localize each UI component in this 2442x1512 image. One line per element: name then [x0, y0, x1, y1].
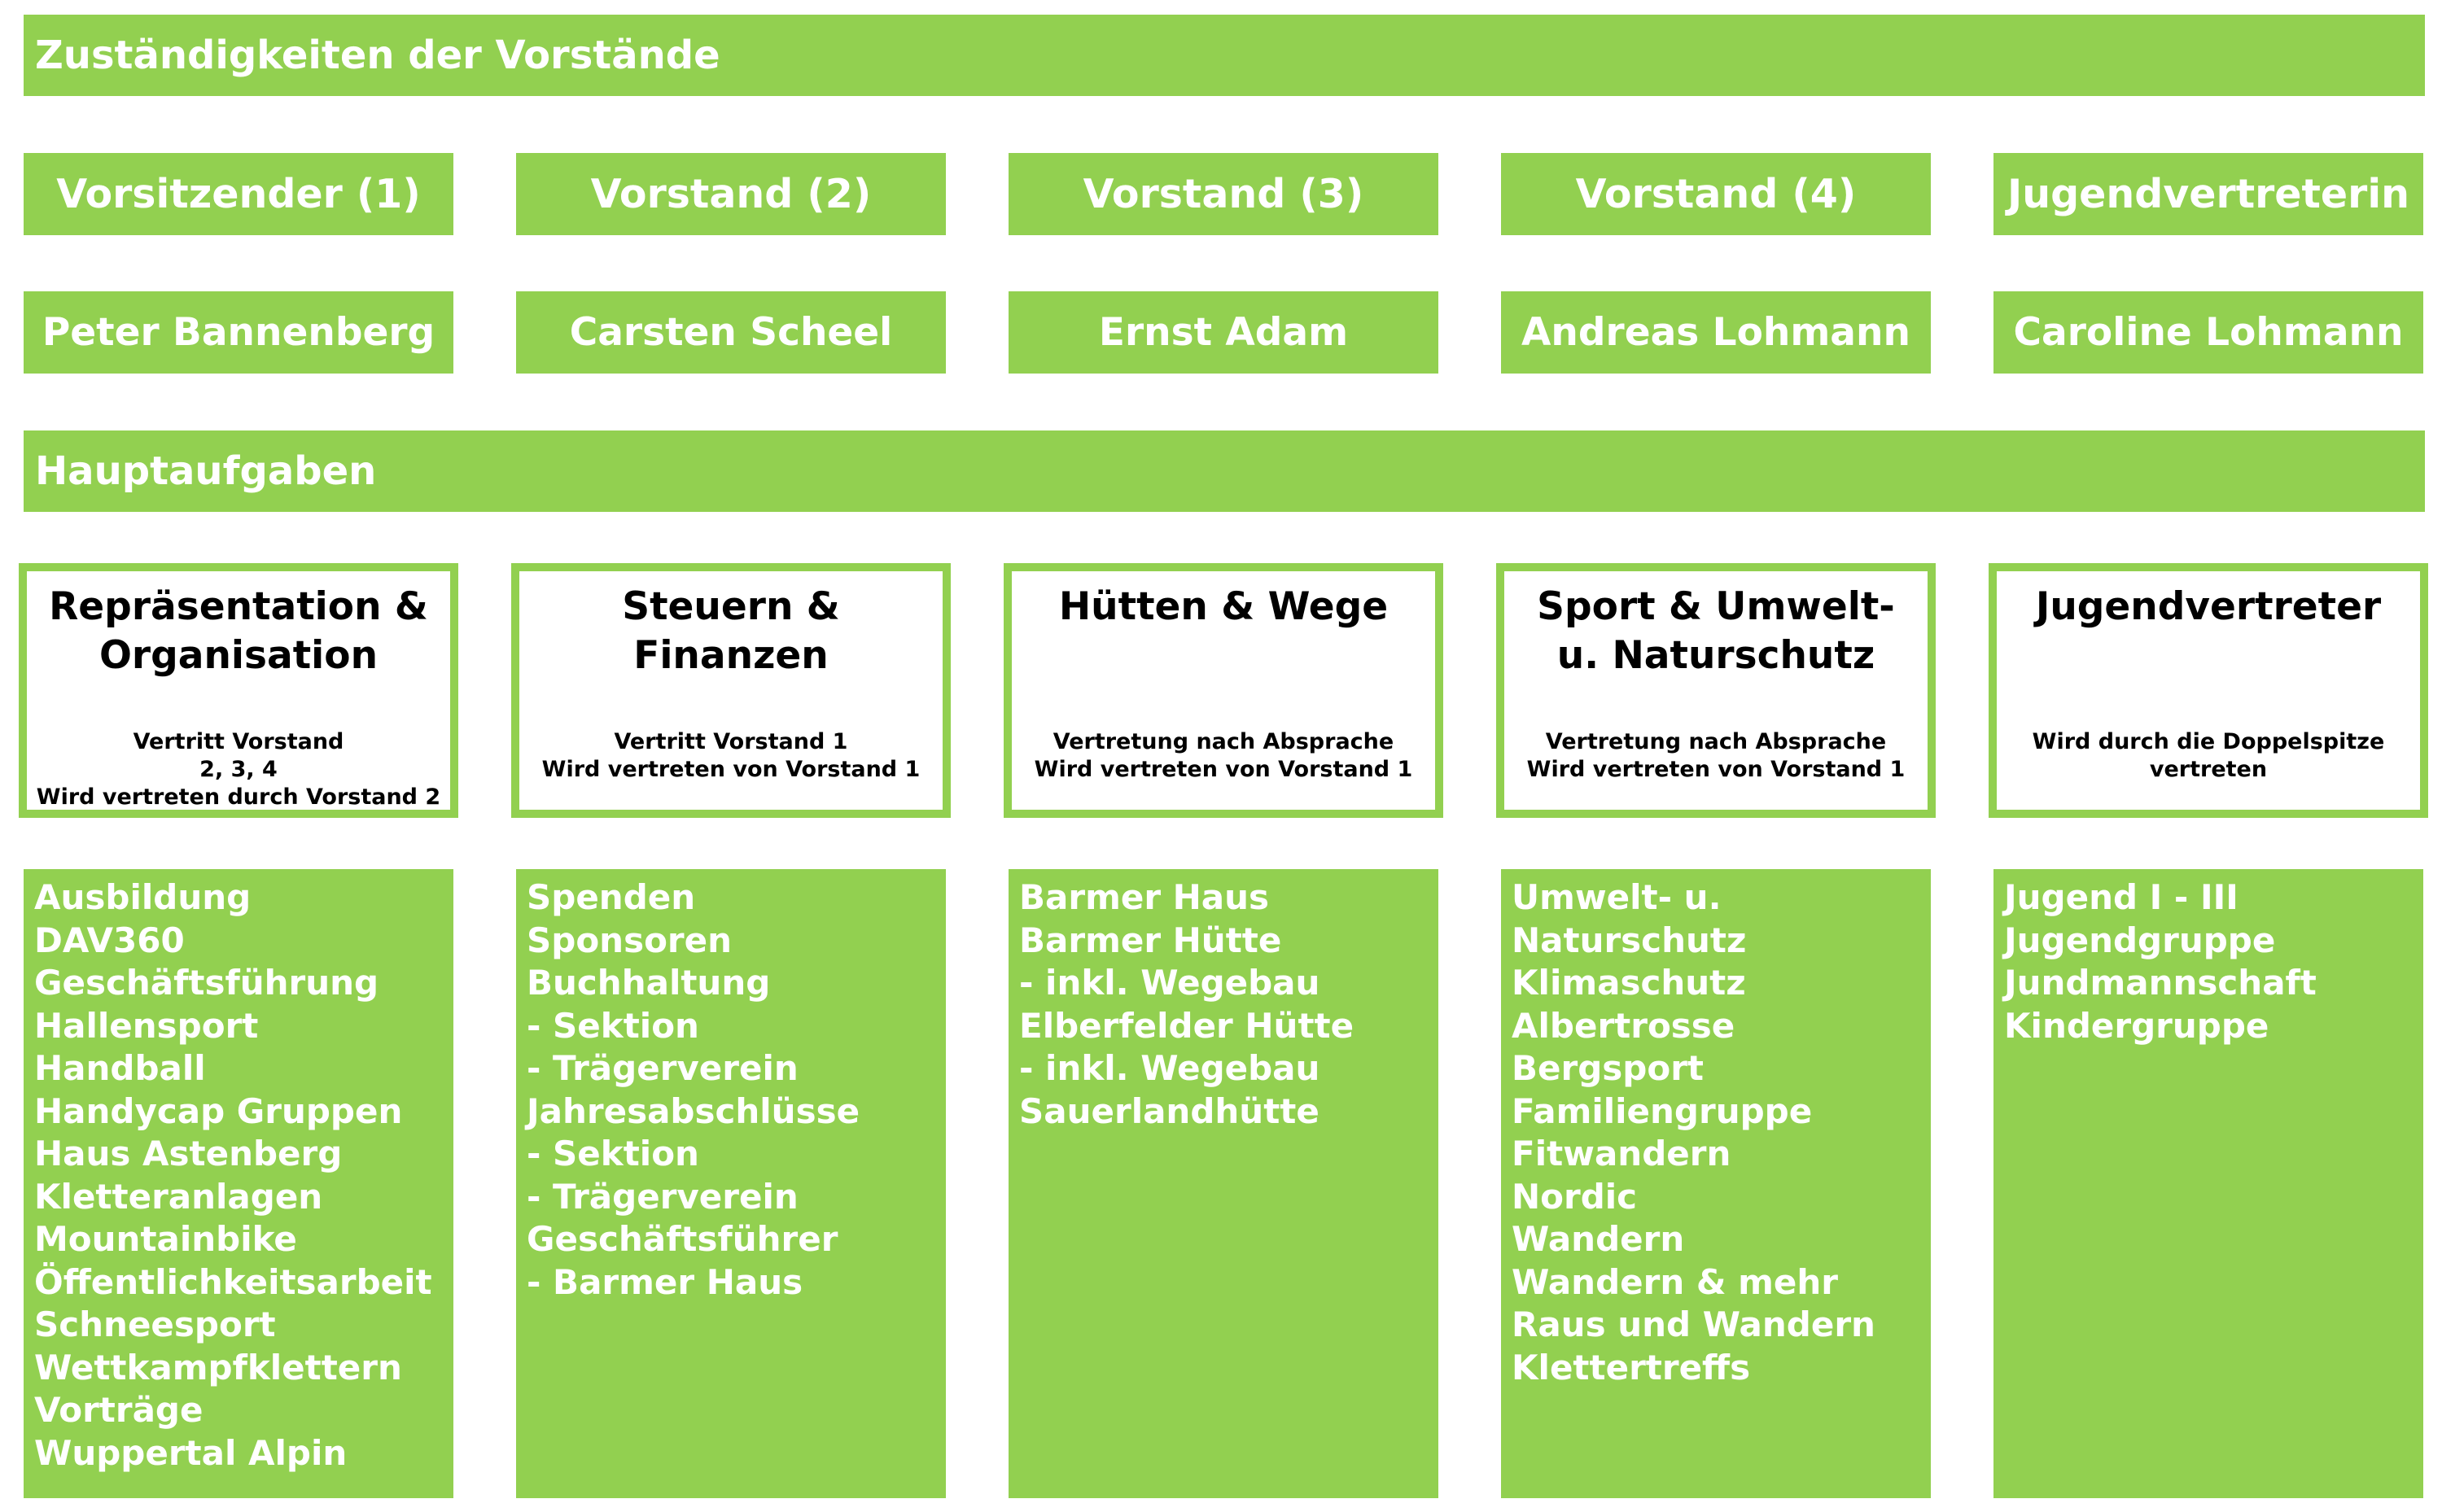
- task-item: Spenden: [527, 877, 696, 917]
- member-name: Ernst Adam: [1009, 291, 1438, 374]
- page-title: Zuständigkeiten der Vorstände: [24, 15, 2425, 96]
- note-line: Wird vertreten durch Vorstand 2: [36, 784, 441, 810]
- task-list: [1501, 869, 1931, 1498]
- task-item: Naturschutz: [1512, 920, 1747, 960]
- task-item: Jahresabschlüsse: [527, 1090, 860, 1131]
- note-line: Wird vertreten von Vorstand 1: [1526, 757, 1906, 782]
- representation-note: [27, 728, 450, 811]
- area-title-line: Jugendvertreter: [2035, 584, 2382, 629]
- task-item: Wandern: [1512, 1219, 1685, 1259]
- task-item: Familiengruppe: [1512, 1090, 1813, 1131]
- task-item: Ausbildung: [34, 877, 252, 917]
- task-item: - Trägerverein: [527, 1176, 799, 1217]
- area-title-line: Sport & Umwelt-: [1537, 584, 1895, 629]
- task-item: Elberfelder Hütte: [1019, 1005, 1354, 1046]
- task-item: Handball: [34, 1048, 206, 1088]
- task-item: Haus Astenberg: [34, 1134, 343, 1173]
- note-line: Wird durch die Doppelspitze: [2032, 729, 2385, 754]
- task-item: Öffentlichkeitsarbeit: [34, 1261, 432, 1302]
- note-line: 2, 3, 4: [199, 757, 278, 782]
- note-line: Vertretung nach Absprache: [1053, 729, 1394, 754]
- task-item: Buchhaltung: [527, 963, 771, 1003]
- task-item: Jundmannschaft: [2004, 963, 2317, 1003]
- task-item: - inkl. Wegebau: [1019, 1048, 1320, 1088]
- task-list: [24, 869, 453, 1498]
- area-title: [1504, 583, 1928, 680]
- task-item: Kletteranlagen: [34, 1176, 323, 1217]
- responsibility-area: [1004, 563, 1443, 818]
- note-line: Wird vertreten von Vorstand 1: [541, 757, 921, 782]
- member-name: Peter Bannenberg: [24, 291, 453, 374]
- task-item: - Barmer Haus: [527, 1261, 803, 1302]
- area-title: [1997, 583, 2420, 631]
- role-box: Vorstand (4): [1501, 153, 1931, 235]
- task-item: Jugend I - III: [2004, 877, 2238, 917]
- area-title: [519, 583, 943, 680]
- task-item: Barmer Hütte: [1019, 920, 1282, 960]
- area-title-line: Finanzen: [633, 633, 829, 678]
- note-line: Wird vertreten von Vorstand 1: [1034, 757, 1413, 782]
- role-box: Vorstand (2): [516, 153, 946, 235]
- task-item: Wettkampfklettern: [34, 1347, 402, 1387]
- task-item: Wuppertal Alpin: [34, 1432, 348, 1473]
- task-item: Bergsport: [1512, 1048, 1704, 1088]
- task-item: DAV360: [34, 920, 185, 960]
- area-title-line: Steuern &: [622, 584, 840, 629]
- task-item: Schneesport: [34, 1304, 276, 1344]
- responsibility-area: [1989, 563, 2428, 818]
- task-item: Klettertreffs: [1512, 1347, 1751, 1387]
- responsibility-area: [511, 563, 951, 818]
- representation-note: [1012, 728, 1435, 784]
- note-line: Vertretung nach Absprache: [1545, 729, 1887, 754]
- representation-note: [1997, 728, 2420, 784]
- note-line: Vertritt Vorstand: [133, 729, 344, 754]
- role-box: Vorsitzender (1): [24, 153, 453, 235]
- area-title: [1012, 583, 1435, 631]
- area-title-line: Repräsentation &: [49, 584, 428, 629]
- task-item: Fitwandern: [1512, 1134, 1731, 1173]
- representation-note: [1504, 728, 1928, 784]
- role-box: Vorstand (3): [1009, 153, 1438, 235]
- task-list: [516, 869, 946, 1498]
- task-item: Kindergruppe: [2004, 1005, 2269, 1046]
- task-item: Sponsoren: [527, 920, 733, 960]
- task-item: - inkl. Wegebau: [1019, 963, 1320, 1003]
- responsibility-area: [1496, 563, 1936, 818]
- task-item: - Trägerverein: [527, 1048, 799, 1088]
- task-item: Handycap Gruppen: [34, 1090, 403, 1131]
- task-item: Raus und Wandern: [1512, 1304, 1875, 1344]
- note-line: vertreten: [2149, 757, 2268, 782]
- area-title-line: Hütten & Wege: [1058, 584, 1389, 629]
- task-item: Geschäftsführung: [34, 963, 379, 1003]
- task-item: Klimaschutz: [1512, 963, 1746, 1003]
- task-item: Mountainbike: [34, 1219, 297, 1259]
- task-list: [1993, 869, 2423, 1498]
- note-line: Vertritt Vorstand 1: [614, 729, 848, 754]
- area-title-line: Organisation: [98, 633, 379, 678]
- member-name: Caroline Lohmann: [1993, 291, 2423, 374]
- task-item: Nordic: [1512, 1176, 1638, 1217]
- task-list: [1009, 869, 1438, 1498]
- task-item: Vorträge: [34, 1390, 204, 1430]
- task-item: Umwelt- u.: [1512, 877, 1722, 917]
- representation-note: [519, 728, 943, 784]
- task-item: Barmer Haus: [1019, 877, 1270, 917]
- member-name: Andreas Lohmann: [1501, 291, 1931, 374]
- task-item: Jugendgruppe: [2004, 920, 2276, 960]
- role-box: Jugendvertreterin: [1993, 153, 2423, 235]
- area-title-line: u. Naturschutz: [1556, 633, 1875, 678]
- task-item: Wandern & mehr: [1512, 1261, 1838, 1302]
- responsibility-area: [19, 563, 458, 818]
- area-title: [27, 583, 450, 680]
- task-item: Hallensport: [34, 1005, 259, 1046]
- main-tasks-heading: Hauptaufgaben: [24, 430, 2425, 512]
- task-item: Albertrosse: [1512, 1005, 1735, 1046]
- task-item: - Sektion: [527, 1134, 699, 1173]
- task-item: - Sektion: [527, 1005, 699, 1046]
- task-item: Geschäftsführer: [527, 1219, 838, 1259]
- task-item: Sauerlandhütte: [1019, 1090, 1319, 1131]
- member-name: Carsten Scheel: [516, 291, 946, 374]
